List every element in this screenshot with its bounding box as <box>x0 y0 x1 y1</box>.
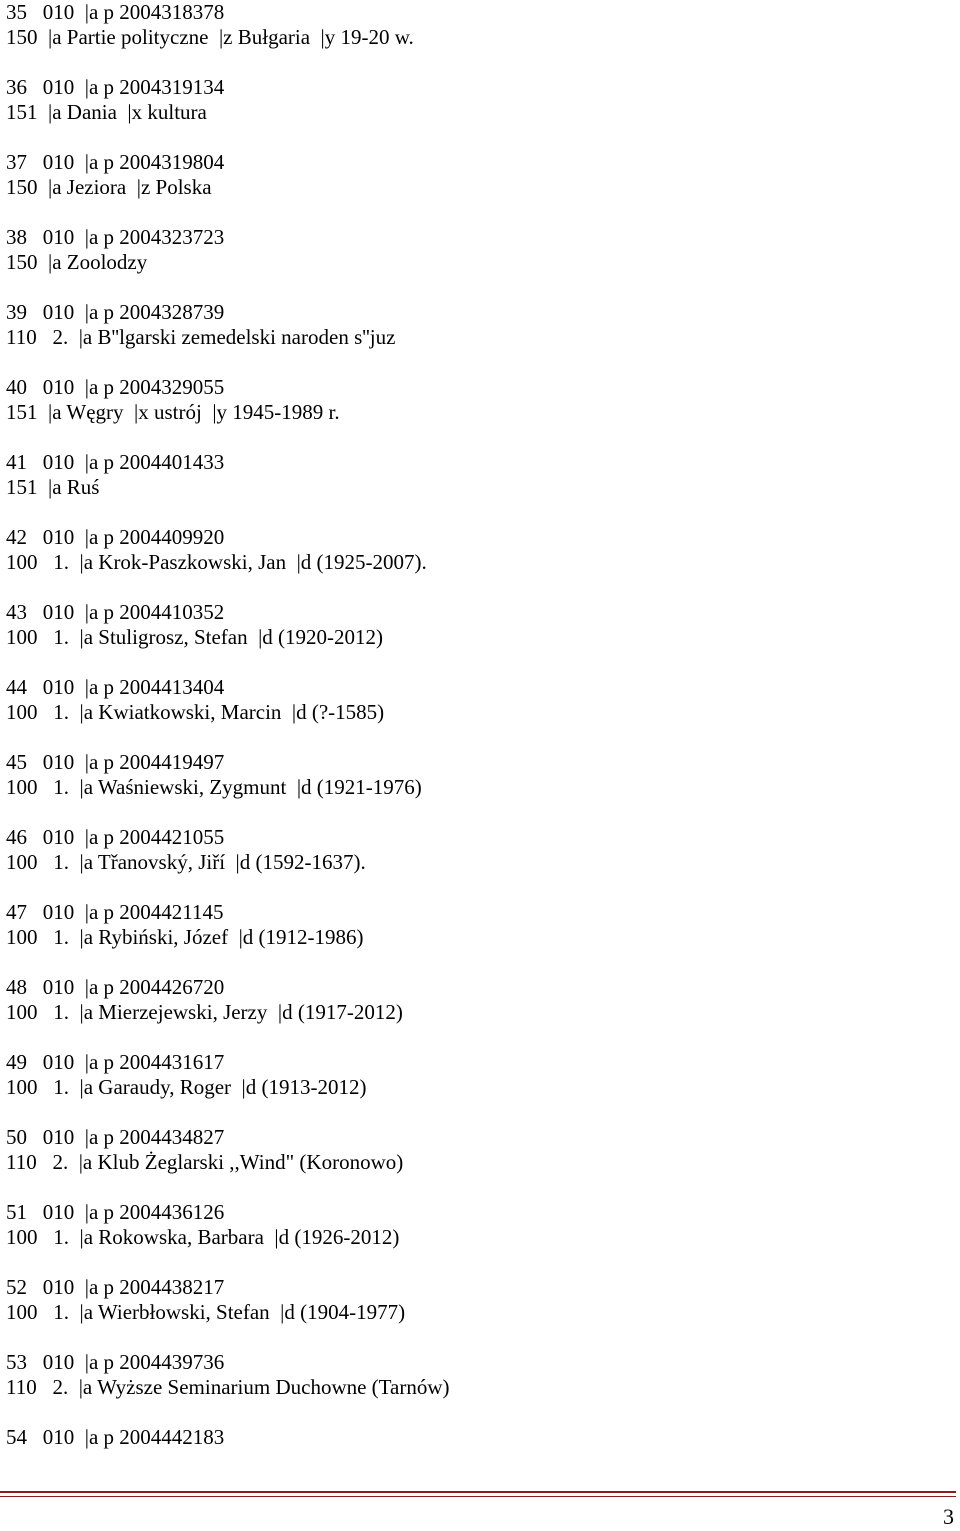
record-field-line: 110 2. |a Wyższe Seminarium Duchowne (Tarnów) <box>6 1375 450 1399</box>
record-50 <box>6 1125 946 1175</box>
record-id-line: 51 010 |a p 2004436126 <box>6 1200 225 1224</box>
record-field-line: 100 1. |a Mierzejewski, Jerzy |d (1917-2012) <box>6 1000 403 1024</box>
record-id-line: 45 010 |a p 2004419497 <box>6 750 225 774</box>
record-41 <box>6 450 946 500</box>
record-field-line: 151 |a Ruś <box>6 475 100 499</box>
record-field-line: 151 |a Węgry |x ustrój |y 1945-1989 r. <box>6 400 340 424</box>
record-field-line: 100 1. |a Wierbłowski, Stefan |d (1904-1977) <box>6 1300 406 1324</box>
record-54 <box>6 1425 946 1450</box>
record-id-line: 36 010 |a p 2004319134 <box>6 75 225 99</box>
footer-rule-thin <box>0 1496 956 1497</box>
record-id-line: 53 010 |a p 2004439736 <box>6 1350 225 1374</box>
record-field-line: 100 1. |a Stuligrosz, Stefan |d (1920-2012) <box>6 625 384 649</box>
record-id-line: 46 010 |a p 2004421055 <box>6 825 225 849</box>
record-field-line: 100 1. |a Rokowska, Barbara |d (1926-2012) <box>6 1225 400 1249</box>
record-48 <box>6 975 946 1025</box>
record-field-line: 100 1. |a Waśniewski, Zygmunt |d (1921-1976) <box>6 775 422 799</box>
record-id-line: 54 010 |a p 2004442183 <box>6 1425 225 1449</box>
record-field-line: 100 1. |a Garaudy, Roger |d (1913-2012) <box>6 1075 367 1099</box>
record-53 <box>6 1350 946 1400</box>
record-id-line: 35 010 |a p 2004318378 <box>6 0 225 24</box>
record-field-line: 151 |a Dania |x kultura <box>6 100 207 124</box>
record-36 <box>6 75 946 125</box>
record-id-line: 47 010 |a p 2004421145 <box>6 900 224 924</box>
record-id-line: 38 010 |a p 2004323723 <box>6 225 225 249</box>
record-id-line: 52 010 |a p 2004438217 <box>6 1275 225 1299</box>
record-field-line: 100 1. |a Třanovský, Jiří |d (1592-1637). <box>6 850 366 874</box>
record-43 <box>6 600 946 650</box>
record-38 <box>6 225 946 275</box>
record-field-line: 150 |a Zoolodzy <box>6 250 148 274</box>
record-id-line: 50 010 |a p 2004434827 <box>6 1125 225 1149</box>
record-list <box>6 0 946 1475</box>
record-id-line: 44 010 |a p 2004413404 <box>6 675 225 699</box>
record-field-line: 150 |a Partie polityczne |z Bułgaria |y 19-20 w. <box>6 25 414 49</box>
record-id-line: 39 010 |a p 2004328739 <box>6 300 225 324</box>
record-39 <box>6 300 946 350</box>
record-46 <box>6 825 946 875</box>
record-id-line: 43 010 |a p 2004410352 <box>6 600 225 624</box>
record-44 <box>6 675 946 725</box>
record-field-line: 110 2. |a B''lgarski zemedelski naroden s''juz <box>6 325 396 349</box>
record-47 <box>6 900 946 950</box>
record-51 <box>6 1200 946 1250</box>
record-35 <box>6 0 946 50</box>
record-field-line: 100 1. |a Rybiński, Józef |d (1912-1986) <box>6 925 364 949</box>
record-45 <box>6 750 946 800</box>
record-49 <box>6 1050 946 1100</box>
record-id-line: 40 010 |a p 2004329055 <box>6 375 225 399</box>
record-field-line: 150 |a Jeziora |z Polska <box>6 175 212 199</box>
record-40 <box>6 375 946 425</box>
record-field-line: 100 1. |a Krok-Paszkowski, Jan |d (1925-2007). <box>6 550 427 574</box>
record-37 <box>6 150 946 200</box>
record-id-line: 37 010 |a p 2004319804 <box>6 150 225 174</box>
footer-rule <box>0 1491 956 1493</box>
record-id-line: 48 010 |a p 2004426720 <box>6 975 225 999</box>
record-52 <box>6 1275 946 1325</box>
record-42 <box>6 525 946 575</box>
record-id-line: 41 010 |a p 2004401433 <box>6 450 225 474</box>
record-id-line: 42 010 |a p 2004409920 <box>6 525 225 549</box>
record-field-line: 110 2. |a Klub Żeglarski ,,Wind" (Koronowo) <box>6 1150 404 1174</box>
record-id-line: 49 010 |a p 2004431617 <box>6 1050 225 1074</box>
page-number: 3 <box>943 1504 954 1529</box>
record-field-line: 100 1. |a Kwiatkowski, Marcin |d (?-1585) <box>6 700 385 724</box>
